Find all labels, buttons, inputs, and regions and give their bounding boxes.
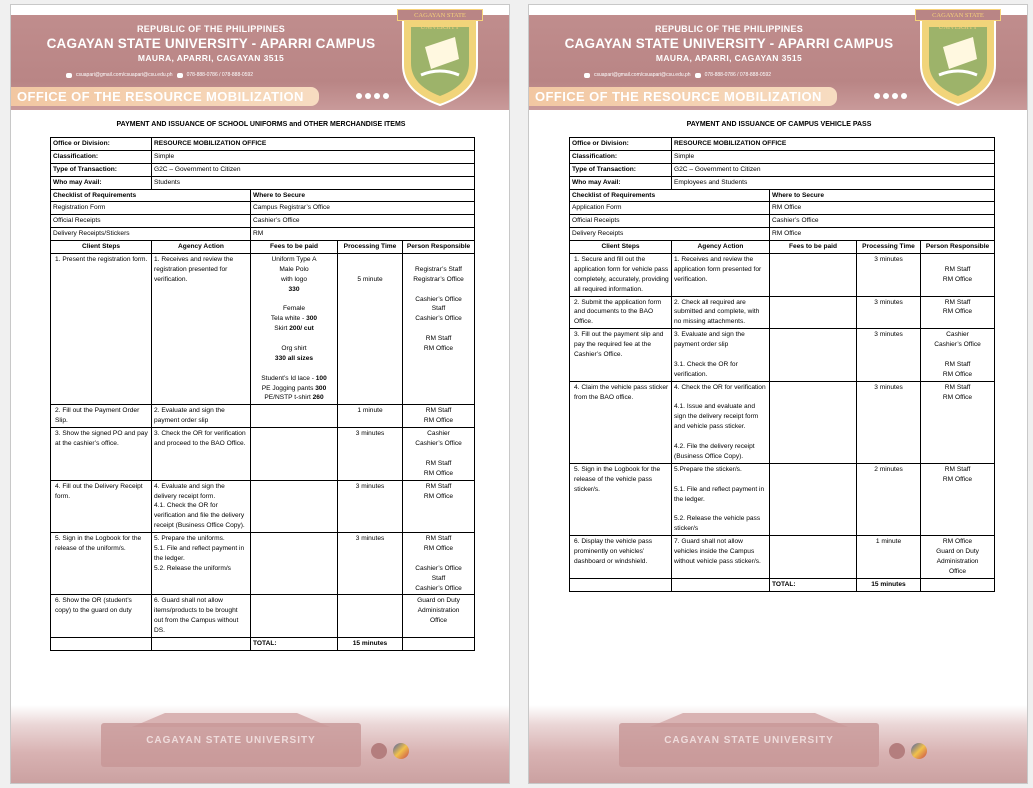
transaction-type-label: Type of Transaction: (570, 163, 672, 176)
phone-icon (695, 73, 701, 78)
classification-value: Simple (152, 150, 475, 163)
fees-cell (770, 381, 857, 463)
where-to-secure-header: Where to Secure (770, 189, 995, 202)
processing-time: 3 minutes (338, 480, 403, 532)
republic-text: REPUBLIC OF THE PHILIPPINES (654, 24, 804, 34)
agency-action: 2. Evaluate and sign the payment order slip (152, 405, 251, 428)
fees-cell (251, 405, 338, 428)
seal-label: CAGAYAN STATE UNIVERSITY (915, 9, 1001, 21)
seal-label: CAGAYAN STATE UNIVERSITY (397, 9, 483, 21)
requirement-source: RM Office (770, 228, 995, 241)
client-step: 6. Show the OR (student’s copy) to the guard on duty (51, 595, 152, 638)
processing-time: 3 minutes (857, 329, 921, 381)
who-may-avail-value: Employees and Students (672, 176, 995, 189)
col-person-responsible: Person Responsible (921, 241, 995, 254)
fees-cell (770, 254, 857, 297)
agency-action: 3. Evaluate and sign the payment order slip 3.1. Check the OR for verification. (672, 329, 770, 381)
fees-cell (251, 428, 338, 480)
agency-action: 6. Guard shall not allow items/products to be brought out from the Campus without DS. (152, 595, 251, 638)
processing-time: 1 minute (338, 405, 403, 428)
person-responsible: RM Staff RM Office (921, 463, 995, 535)
total-label: TOTAL: (770, 578, 857, 591)
footer-sign: CAGAYAN STATE UNIVERSITY (664, 735, 834, 746)
office-label: Office or Division: (570, 138, 672, 151)
table-row (51, 595, 475, 638)
table-row (570, 296, 995, 329)
office-value: RESOURCE MOBILIZATION OFFICE (152, 138, 475, 151)
who-may-avail-label: Who may Avail: (51, 176, 152, 189)
footer-logo-icon (371, 743, 387, 759)
agency-action: 5.Prepare the sticker/s. 5.1. File and reflect payment in the ledger. 5.2. Release the vehicle pass sticker/s (672, 463, 770, 535)
table-row (51, 254, 475, 405)
fees-cell (251, 533, 338, 595)
classification-value: Simple (672, 150, 995, 163)
col-agency-action: Agency Action (152, 241, 251, 254)
bagong-pilipinas-logo-icon (393, 743, 409, 759)
col-person-responsible: Person Responsible (403, 241, 475, 254)
requirement-source: Cashier’s Office (770, 215, 995, 228)
person-responsible: RM Staff RM Office (921, 254, 995, 297)
document-title: PAYMENT AND ISSUANCE OF CAMPUS VEHICLE PASS (686, 121, 872, 128)
requirement-item: Application Form (570, 202, 770, 215)
agency-action: 3. Check the OR for verification and proceed to the BAO Office. (152, 428, 251, 480)
requirement-source: Cashier’s Office (251, 215, 475, 228)
fees-cell (770, 463, 857, 535)
requirement-source: Campus Registrar’s Office (251, 202, 475, 215)
client-step: 5. Sign in the Logbook for the release of the uniform/s. (51, 533, 152, 595)
table-row (570, 463, 995, 535)
processing-time: 3 minutes (338, 533, 403, 595)
requirement-item: Delivery Receipts (570, 228, 770, 241)
agency-action: 1. Receives and review the application form presented for verification. (672, 254, 770, 297)
table-row (51, 428, 475, 480)
fee-org-shirt-price: 330 all sizes (274, 354, 314, 362)
person-responsible: RM Staff RM Office Cashier’s Office Staff Cashier’s Office (403, 533, 475, 595)
fee-org-shirt: Org shirt (281, 345, 307, 353)
processing-time: 3 minutes (857, 296, 921, 329)
table-row (570, 381, 995, 463)
document-page-vehicle-pass (528, 4, 1028, 784)
requirement-item: Registration Form (51, 202, 251, 215)
transaction-type-label: Type of Transaction: (51, 163, 152, 176)
client-step: 5. Sign in the Logbook for the release of the vehicle pass sticker/s. (570, 463, 672, 535)
client-step: 4. Claim the vehicle pass sticker from the BAO office. (570, 381, 672, 463)
republic-text: REPUBLIC OF THE PHILIPPINES (136, 24, 286, 34)
processing-time (338, 595, 403, 638)
table-row (570, 254, 995, 297)
fees-cell (770, 296, 857, 329)
processing-time: 3 minutes (857, 381, 921, 463)
fees-cell (770, 329, 857, 381)
total-label: TOTAL: (251, 637, 338, 650)
agency-action: 4. Check the OR for verification 4.1. Issue and evaluate and sign the delivery receipt form and vehicle pass sticker. 4.2. File the delivery receipt (Business Office Copy). (672, 381, 770, 463)
email-icon (584, 73, 590, 78)
fees-cell (251, 595, 338, 638)
office-banner (529, 87, 837, 106)
person-responsible: RM Staff RM Office (403, 480, 475, 532)
col-client-steps: Client Steps (570, 241, 672, 254)
person-responsible: RM Staff RM Office (921, 381, 995, 463)
footer-campus-image (529, 705, 1028, 784)
col-agency-action: Agency Action (672, 241, 770, 254)
fee-id-lace: Student’s Id lace - 100 (261, 374, 327, 382)
university-name: CAGAYAN STATE UNIVERSITY - APARRI CAMPUS (564, 36, 894, 51)
client-step: 1. Present the registration form. (51, 254, 152, 405)
office-title: OFFICE OF THE RESOURCE MOBILIZATION (535, 89, 822, 104)
contact-email: csuapari@gmail.com/csuapari@csu.edu.ph (76, 72, 173, 78)
person-responsible: RM Staff RM Office (403, 405, 475, 428)
office-value: RESOURCE MOBILIZATION OFFICE (672, 138, 995, 151)
footer-campus-image (11, 705, 510, 784)
agency-action: 1. Receives and review the registration presented for verification. (152, 254, 251, 405)
col-fees: Fees to be paid (251, 241, 338, 254)
person-responsible: Cashier Cashier’s Office RM Staff RM Office (403, 428, 475, 480)
where-to-secure-header: Where to Secure (251, 189, 475, 202)
col-fees: Fees to be paid (770, 241, 857, 254)
classification-label: Classification: (570, 150, 672, 163)
who-may-avail-value: Students (152, 176, 475, 189)
table-row (51, 480, 475, 532)
processing-time: 1 minute (857, 536, 921, 579)
table-row (51, 405, 475, 428)
processing-time: 5 minute (338, 254, 403, 405)
total-value: 15 minutes (338, 637, 403, 650)
fee-pe-tshirt: PE/NSTP t-shirt 260 (264, 394, 324, 402)
phone-icon (177, 73, 183, 78)
col-processing-time: Processing Time (338, 241, 403, 254)
fees-cell (251, 254, 338, 405)
client-step: 2. Submit the application form and documents to the BAO Office. (570, 296, 672, 329)
client-step: 6. Display the vehicle pass prominently on vehicles’ dashboard or windshield. (570, 536, 672, 579)
person-responsible: Cashier Cashier’s Office RM Staff RM Office (921, 329, 995, 381)
processing-time: 3 minutes (338, 428, 403, 480)
requirement-item: Official Receipts (570, 215, 770, 228)
agency-action: 4. Evaluate and sign the delivery receipt form. 4.1. Check the OR for verification and file the delivery receipt (Business Office Copy). (152, 480, 251, 532)
table-row (570, 536, 995, 579)
email-icon (66, 73, 72, 78)
contact-line (584, 72, 771, 78)
total-value: 15 minutes (857, 578, 921, 591)
client-step: 3. Fill out the payment slip and pay the required fee at the Cashier’s Office. (570, 329, 672, 381)
transaction-type-value: G2C – Government to Citizen (152, 163, 475, 176)
client-step: 4. Fill out the Delivery Receipt form. (51, 480, 152, 532)
citizen-charter-table (569, 137, 995, 592)
table-row (570, 329, 995, 381)
citizen-charter-table (50, 137, 475, 651)
person-responsible: Registrar’s Staff Registrar’s Office Cashier’s Office Staff Cashier’s Office RM Staff RM Office (403, 254, 475, 405)
classification-label: Classification: (51, 150, 152, 163)
campus-address: MAURA, APARRI, CAGAYAN 3515 (655, 53, 803, 63)
bagong-pilipinas-logo-icon (911, 743, 927, 759)
person-responsible: Guard on Duty Administration Office (403, 595, 475, 638)
contact-phone: 078-888-0786 / 078-888-0592 (704, 72, 772, 78)
col-client-steps: Client Steps (51, 241, 152, 254)
agency-action: 2. Check all required are submitted and complete, with no missing attachments. (672, 296, 770, 329)
checklist-header: Checklist of Requirements (51, 189, 251, 202)
client-step: 3. Show the signed PO and pay at the cashier’s office. (51, 428, 152, 480)
decorative-dots (874, 93, 907, 99)
requirement-source: RM Office (770, 202, 995, 215)
contact-line (66, 72, 253, 78)
fee-uniform-a: Uniform Type A Male Polo with logo (271, 256, 317, 283)
decorative-dots (356, 93, 389, 99)
fee-jogging-pants: PE Jogging pants 300 (261, 384, 327, 392)
office-title: OFFICE OF THE RESOURCE MOBILIZATION (17, 89, 304, 104)
fee-female: Female Tela white - 300 (270, 305, 318, 323)
transaction-type-value: G2C – Government to Citizen (672, 163, 995, 176)
client-step: 1. Secure and fill out the application form for vehicle pass completely, accurately, providing all required information. (570, 254, 672, 297)
checklist-header: Checklist of Requirements (570, 189, 770, 202)
requirement-source: RM (251, 228, 475, 241)
contact-email: csuapari@gmail.com/csuapari@csu.edu.ph (594, 72, 691, 78)
col-processing-time: Processing Time (857, 241, 921, 254)
fee-uniform-a-price: 330 (288, 285, 300, 293)
university-name: CAGAYAN STATE UNIVERSITY - APARRI CAMPUS (46, 36, 376, 51)
document-page-uniforms (10, 4, 510, 784)
agency-action: 5. Prepare the uniforms. 5.1. File and reflect payment in the ledger. 5.2. Release the uniform/s (152, 533, 251, 595)
footer-sign: CAGAYAN STATE UNIVERSITY (146, 735, 316, 746)
fee-skirt: Skirt 200/ cut (274, 325, 314, 333)
fees-cell (251, 480, 338, 532)
office-banner (11, 87, 319, 106)
client-step: 2. Fill out the Payment Order Slip. (51, 405, 152, 428)
person-responsible: RM Office Guard on Duty Administration Office (921, 536, 995, 579)
who-may-avail-label: Who may Avail: (570, 176, 672, 189)
office-label: Office or Division: (51, 138, 152, 151)
campus-address: MAURA, APARRI, CAGAYAN 3515 (137, 53, 285, 63)
requirement-item: Official Receipts (51, 215, 251, 228)
processing-time: 3 minutes (857, 254, 921, 297)
agency-action: 7. Guard shall not allow vehicles inside the Campus without vehicle pass sticker/s. (672, 536, 770, 579)
processing-time: 2 minutes (857, 463, 921, 535)
footer-logo-icon (889, 743, 905, 759)
document-title: PAYMENT AND ISSUANCE OF SCHOOL UNIFORMS and OTHER MERCHANDISE ITEMS (116, 121, 406, 128)
person-responsible: RM Staff RM Office (921, 296, 995, 329)
contact-phone: 078-888-0786 / 078-888-0592 (186, 72, 254, 78)
table-row (51, 533, 475, 595)
requirement-item: Delivery Receipts/Stickers (51, 228, 251, 241)
fees-cell (770, 536, 857, 579)
